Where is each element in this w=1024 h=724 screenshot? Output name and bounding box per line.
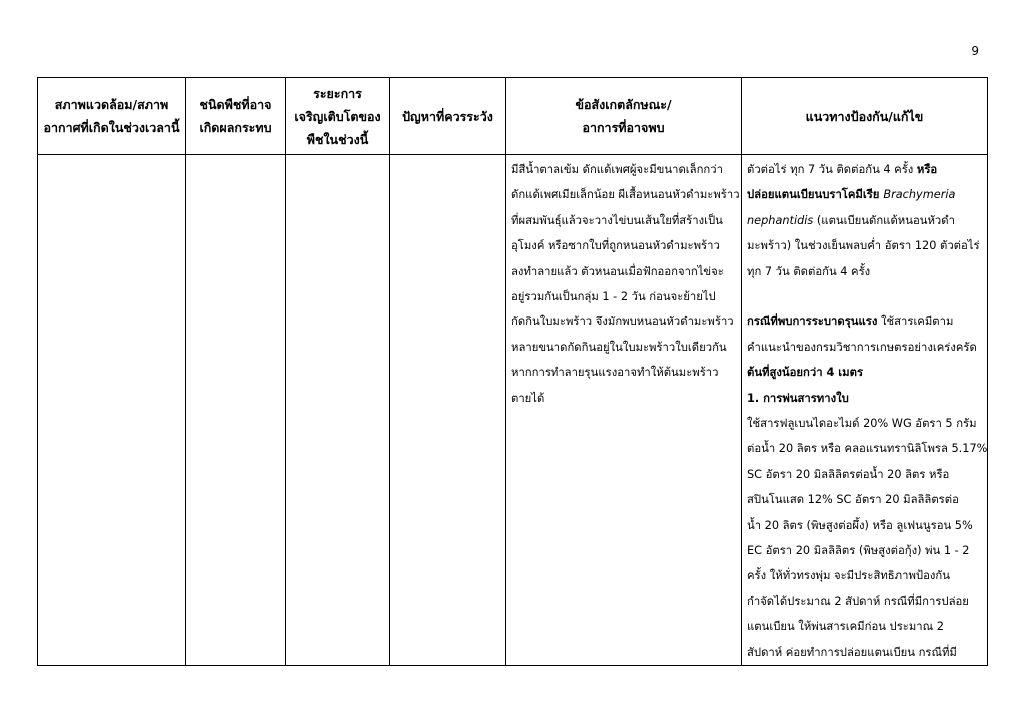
cell-problem bbox=[390, 155, 506, 666]
solution-line: ปล่อยแตนเบียนบราโคมีเรีย Brachymeria bbox=[747, 188, 956, 202]
header-growth-stage: ระยะการ เจริญเติบโตของ พืชในช่วงนี้ bbox=[286, 78, 390, 155]
observation-line: หากการทำลายรุนแรงอาจทำให้ต้นมะพร้าว bbox=[511, 366, 719, 380]
solution-line: ต่อน้ำ 20 ลิตร หรือ คลอแรนทรานิลิโพรล 5.17% bbox=[747, 442, 988, 456]
observation-line: ลงทำลายแล้ว ตัวหนอนเมื่อฟักออกจากไข่จะ bbox=[511, 264, 724, 278]
solution-line: คำแนะนำของกรมวิชาการเกษตรอย่างเคร่งครัด bbox=[747, 340, 977, 354]
solution-line: ตัวต่อไร่ ทุก 7 วัน ติดต่อกัน 4 ครั้ง หรือ bbox=[747, 163, 938, 176]
cell-environment bbox=[38, 155, 186, 666]
table-header-row bbox=[38, 78, 988, 155]
table-row bbox=[38, 155, 988, 666]
header-observation: ข้อสังเกตลักษณะ/ อาการที่อาจพบ bbox=[506, 78, 742, 155]
solution-subheading: 1. การพ่นสารทางใบ bbox=[747, 391, 849, 405]
header-affected-crop: ชนิดพืชที่อาจ เกิดผลกระทบ bbox=[186, 78, 286, 155]
solution-line: กำจัดได้ประมาณ 2 สัปดาห์ กรณีที่มีการปล่อย bbox=[747, 594, 969, 608]
cell-solution bbox=[742, 155, 988, 666]
observation-line: ดักแด้เพศเมียเล็กน้อย ผีเสื้อหนอนหัวดำมะพร้าว bbox=[511, 188, 740, 202]
header-solution: แนวทางป้องกัน/แก้ไข bbox=[742, 78, 988, 155]
solution-line: ครั้ง ให้ทั่วทรงพุ่ม จะมีประสิทธิภาพป้องกัน bbox=[747, 569, 950, 583]
solution-line: nephantidis (แตนเบียนดักแด้หนอนหัวดำ bbox=[747, 213, 955, 227]
solution-line: ใช้สารฟลูเบนไดอะไมด์ 20% WG อัตรา 5 กรัม bbox=[747, 417, 977, 431]
pest-guidance-table bbox=[37, 77, 988, 666]
solution-line: EC อัตรา 20 มิลลิลิตร (พิษสูงต่อกุ้ง) พ่น 1 - 2 bbox=[747, 544, 970, 558]
header-environment: สภาพแวดล้อม/สภาพ อากาศที่เกิดในช่วงเวลานี้ bbox=[38, 78, 186, 155]
observation-line: กัดกินใบมะพร้าว จึงมักพบหนอนหัวดำมะพร้าว bbox=[511, 315, 734, 329]
observation-line: หลายขนาดกัดกินอยู่ในใบมะพร้าวใบเดียวกัน bbox=[511, 340, 727, 354]
solution-line: SC อัตรา 20 มิลลิลิตรต่อน้ำ 20 ลิตร หรือ bbox=[747, 467, 950, 481]
cell-affected-crop bbox=[186, 155, 286, 666]
observation-line: อุโมงค์ หรือซากใบที่ถูกหนอนหัวดำมะพร้าว bbox=[511, 239, 720, 253]
observation-line: ตายได้ bbox=[511, 391, 545, 405]
solution-line: กรณีที่พบการระบาดรุนแรง ใช้สารเคมีตาม bbox=[747, 315, 954, 329]
page-number: 9 bbox=[971, 44, 979, 58]
solution-line: ทุก 7 วัน ติดต่อกัน 4 ครั้ง bbox=[747, 264, 871, 278]
observation-line: อยู่รวมกันเป็นกลุ่ม 1 - 2 วัน ก่อนจะย้ายไป bbox=[511, 290, 716, 304]
cell-observation bbox=[506, 155, 742, 666]
solution-spacer bbox=[747, 284, 983, 309]
observation-line: ที่ผสมพันธุ์แล้วจะวางไข่บนเส้นใยที่สร้างเป็น bbox=[511, 213, 723, 227]
solution-line: มะพร้าว) ในช่วงเย็นพลบค่ำ อัตรา 120 ตัวต่อไร่ bbox=[747, 239, 980, 253]
solution-line: สปินโนแสด 12% SC อัตรา 20 มิลลิลิตรต่อ bbox=[747, 493, 959, 507]
header-problem: ปัญหาที่ควรระวัง bbox=[390, 78, 506, 155]
solution-line: สัปดาห์ ค่อยทำการปล่อยแตนเบียน กรณีที่มี bbox=[747, 645, 957, 659]
solution-line: แตนเบียน ให้พ่นสารเคมีก่อน ประมาณ 2 bbox=[747, 620, 944, 634]
cell-growth-stage bbox=[286, 155, 390, 666]
solution-subheading: ต้นที่สูงน้อยกว่า 4 เมตร bbox=[747, 366, 864, 380]
observation-line: มีสีน้ำตาลเข้ม ดักแด้เพศผู้จะมีขนาดเล็กกว่า bbox=[511, 163, 723, 176]
solution-line: น้ำ 20 ลิตร (พิษสูงต่อผึ้ง) หรือ ลูเฟนนูรอน 5% bbox=[747, 518, 973, 532]
